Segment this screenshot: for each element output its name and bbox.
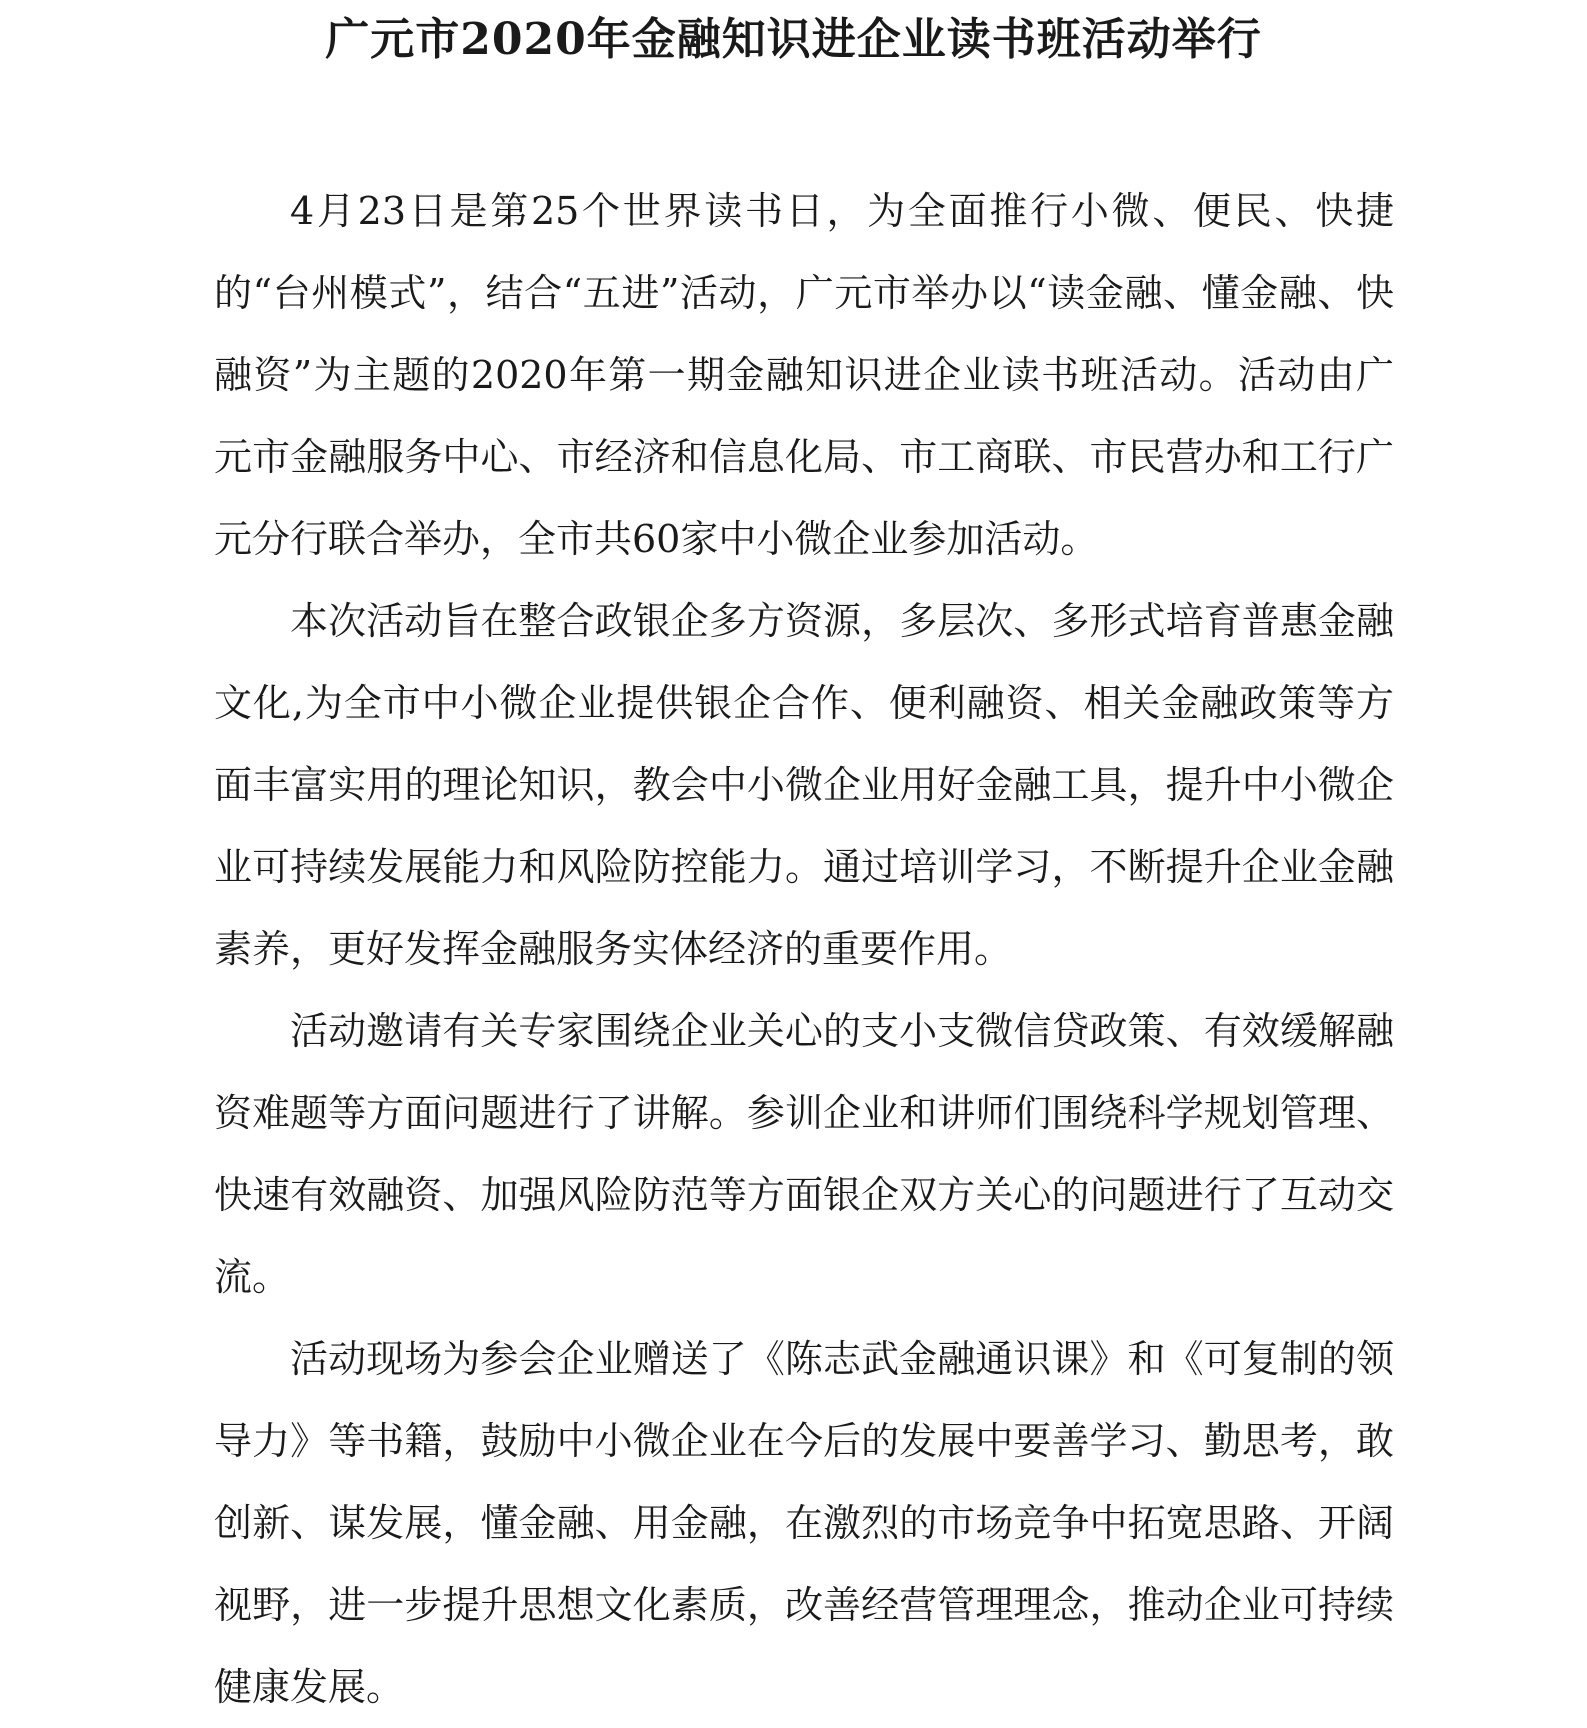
document-body [214, 170, 1394, 1728]
body-paragraph: 本次活动旨在整合政银企多方资源，多层次、多形式培育普惠金融文化,为全市中小微企业提供银企合作、便利融资、相关金融政策等方面丰富实用的理论知识，教会中小微企业用好金融工具，提升中小微企业可持续发展能力和风险防控能力。通过培训学习，不断提升企业金融素养，更好发挥金融服务实体经济的重要作用。 [214, 599, 1394, 971]
body-paragraph: 活动邀请有关专家围绕企业关心的支小支微信贷政策、有效缓解融资难题等方面问题进行了讲解。参训企业和讲师们围绕科学规划管理、快速有效融资、加强风险防范等方面银企双方关心的问题进行了互动交流。 [214, 1009, 1394, 1299]
document-title: 广元市2020年金融知识进企业读书班活动举行 [325, 14, 1262, 65]
body-paragraph: 4月23日是第25个世界读书日，为全面推行小微、便民、快捷的“台州模式”，结合“五进”活动，广元市举办以“读金融、懂金融、快融资”为主题的2020年第一期金融知识进企业读书班活动。活动由广元市金融服务中心、市经济和信息化局、市工商联、市民营办和工行广元分行联合举办，全市共60家中小微企业参加活动。 [214, 189, 1394, 561]
body-paragraph: 活动现场为参会企业赠送了《陈志武金融通识课》和《可复制的领导力》等书籍，鼓励中小微企业在今后的发展中要善学习、勤思考，敢创新、谋发展，懂金融、用金融，在激烈的市场竞争中拓宽思路、开阔视野，进一步提升思想文化素质，改善经营管理理念，推动企业可持续健康发展。 [214, 1337, 1394, 1709]
